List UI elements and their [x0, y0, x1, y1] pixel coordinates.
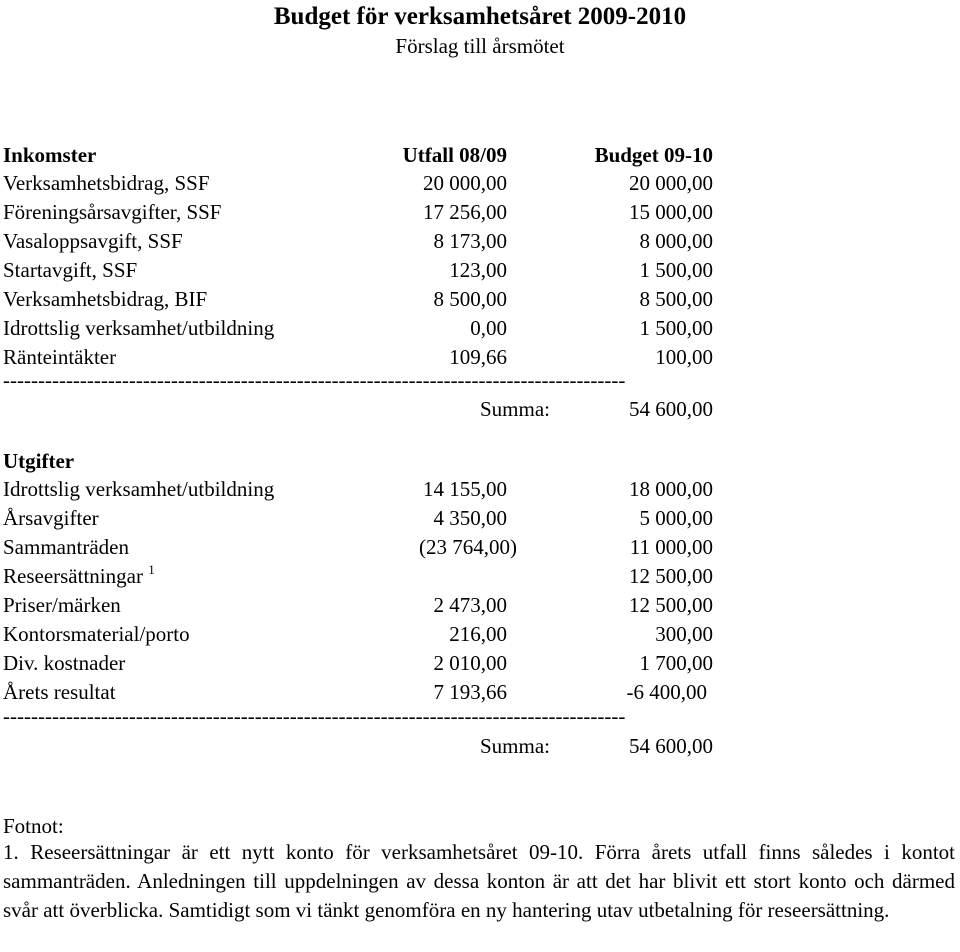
- row-label: Startavgift, SSF: [3, 258, 138, 282]
- row-label: Kontorsmaterial/porto: [3, 622, 190, 646]
- row-outcome: 4 350,00: [433, 506, 507, 530]
- income-header-row: [3, 145, 960, 171]
- row-budget: 1 500,00: [639, 258, 713, 282]
- table-row: [3, 682, 960, 708]
- row-outcome: 17 256,00: [423, 200, 507, 224]
- table-row: [3, 624, 960, 650]
- income-sum-row: [3, 399, 960, 425]
- row-label: Verksamhetsbidrag, SSF: [3, 171, 210, 195]
- row-label: Reseersättningar $^1$: [3, 562, 155, 588]
- row-outcome: 109,66: [449, 345, 507, 369]
- row-budget: 12 500,00: [629, 564, 713, 588]
- table-row: [3, 318, 960, 344]
- table-row: [3, 537, 960, 563]
- page-title: Budget för verksamhetsåret 2009-2010: [273, 3, 687, 30]
- footnote-text: 1. Reseersättningar är ett nytt konto för verksamhetsåret 09-10. Förra årets utfall finns således i kontot sammanträden. Anledningen till uppdelningen av dessa konton är att det har blivit ett stort konto och därmed svår att överblicka. Samtidigt som vi tänkt genomföra en ny hantering utav utbetalning för reseersättning.: [3, 840, 955, 922]
- income-sum-value: 54 600,00: [629, 397, 713, 421]
- table-row: [3, 289, 960, 315]
- row-outcome: (23 764,00): [419, 535, 517, 559]
- expenses-sum-row: [3, 736, 960, 762]
- table-row: [3, 562, 960, 592]
- row-outcome: 8 173,00: [433, 229, 507, 253]
- row-budget: 15 000,00: [629, 200, 713, 224]
- row-label: Priser/märken: [3, 593, 121, 617]
- row-label: Div. kostnader: [3, 651, 126, 675]
- row-budget: 18 000,00: [629, 477, 713, 501]
- row-budget: 11 000,00: [629, 535, 713, 559]
- row-budget: -6 400,00: [626, 680, 707, 704]
- row-label: Sammanträden: [3, 535, 129, 559]
- row-budget: 1 500,00: [639, 316, 713, 340]
- row-budget: 100,00: [655, 345, 713, 369]
- row-outcome: 0,00: [470, 316, 507, 340]
- table-row: [3, 653, 960, 679]
- row-outcome: 2 010,00: [433, 651, 507, 675]
- income-sum-label: Summa:: [479, 397, 550, 421]
- table-row: [3, 260, 960, 286]
- row-outcome: 216,00: [449, 622, 507, 646]
- row-outcome: 14 155,00: [423, 477, 507, 501]
- row-outcome: 7 193,66: [433, 680, 507, 704]
- row-outcome: 20 000,00: [423, 171, 507, 195]
- table-row: [3, 479, 960, 505]
- footnote-mark: 1: [148, 562, 155, 577]
- expenses-sum-label: Summa:: [479, 734, 550, 758]
- row-budget: 20 000,00: [629, 171, 713, 195]
- row-label: Vasaloppsavgift, SSF: [3, 229, 183, 253]
- income-heading: Inkomster: [3, 143, 97, 167]
- row-outcome: 8 500,00: [433, 287, 507, 311]
- table-row: [3, 173, 960, 199]
- row-budget: 300,00: [655, 622, 713, 646]
- expenses-heading: Utgifter: [3, 449, 75, 473]
- row-budget: 1 700,00: [639, 651, 713, 675]
- row-label: Ränteintäkter: [3, 345, 117, 369]
- row-label: Årets resultat: [3, 680, 116, 704]
- expenses-sum-value: 54 600,00: [629, 734, 713, 758]
- page-subtitle: Förslag till årsmötet: [395, 34, 565, 58]
- row-label: Föreningsårsavgifter, SSF: [3, 200, 222, 224]
- table-row: [3, 231, 960, 257]
- expenses-header-row: [3, 451, 960, 477]
- table-row: [3, 202, 960, 228]
- row-label: Idrottslig verksamhet/utbildning: [3, 477, 275, 501]
- separator-line: -----------------------------------------------------------------------------------------: [3, 370, 626, 391]
- outcome-column-header: Utfall 08/09: [402, 143, 507, 167]
- row-budget: 5 000,00: [639, 506, 713, 530]
- row-label: Idrottslig verksamhet/utbildning: [3, 316, 275, 340]
- table-row: [3, 595, 960, 621]
- row-budget: 8 000,00: [639, 229, 713, 253]
- row-label: Årsavgifter: [3, 506, 99, 530]
- row-outcome: 123,00: [449, 258, 507, 282]
- row-label: Verksamhetsbidrag, BIF: [3, 287, 208, 311]
- separator-line-2: -----------------------------------------------------------------------------------------: [3, 706, 626, 727]
- row-budget: 12 500,00: [629, 593, 713, 617]
- row-budget: 8 500,00: [639, 287, 713, 311]
- row-outcome: 2 473,00: [433, 593, 507, 617]
- table-row: [3, 508, 960, 534]
- budget-column-header: Budget 09-10: [594, 143, 713, 167]
- footnote-heading: Fotnot:: [3, 814, 64, 838]
